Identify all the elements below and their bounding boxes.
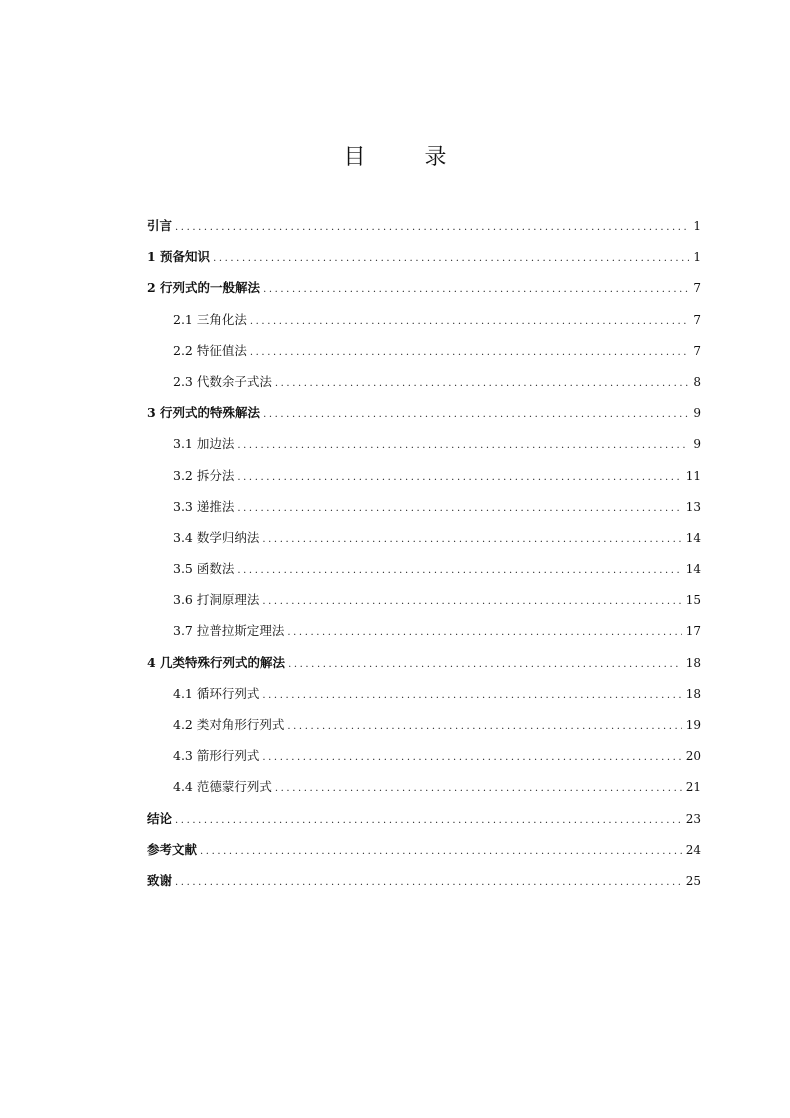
toc-entry-label: 4 几类特殊行列式的解法 [147, 654, 286, 670]
dot-leader [262, 524, 681, 555]
toc-entry[interactable] [147, 803, 701, 834]
toc-entry-label: 3.1 加边法 [173, 436, 235, 452]
toc-entry-label: 2.2 特征值法 [173, 342, 247, 358]
dot-leader [250, 337, 690, 368]
toc-entry[interactable] [147, 241, 701, 272]
toc-entry-label: 3.5 函数法 [173, 561, 235, 577]
toc-entry-label: 4.2 类对角形行列式 [173, 717, 285, 732]
toc-entry-page-number: 24 [685, 842, 701, 857]
toc-entry-page-number: 25 [685, 873, 701, 888]
dot-leader [237, 430, 689, 461]
toc-entry[interactable] [147, 366, 701, 397]
toc-entry[interactable] [147, 553, 701, 584]
toc-entry-page-number: 14 [685, 530, 701, 545]
toc-entry-page-number: 1 [693, 219, 701, 233]
toc-entry-page-number: 21 [685, 780, 701, 795]
toc-entry-label: 致谢 [147, 872, 173, 888]
toc-entry-page-number: 20 [685, 749, 701, 764]
dot-leader [175, 867, 682, 898]
toc-entry-label: 1 预备知识 [147, 249, 211, 265]
toc-entry[interactable] [147, 678, 701, 709]
toc-entry-label: 2.1 三角化法 [173, 311, 247, 327]
dot-leader [263, 399, 689, 430]
toc-entry-label: 3 行列式的特殊解法 [147, 405, 261, 421]
toc-entry-page-number: 18 [685, 686, 701, 701]
dot-leader [175, 805, 682, 836]
toc-entry-label: 2.3 代数余子式法 [173, 373, 272, 389]
toc-entry-label: 3.6 打洞原理法 [173, 592, 260, 608]
toc-entry[interactable] [147, 865, 701, 896]
toc-entry-page-number: 15 [685, 593, 701, 608]
toc-entry-page-number: 23 [685, 811, 701, 826]
toc-entry[interactable] [147, 740, 701, 771]
toc-entry[interactable] [147, 335, 701, 366]
dot-leader [287, 711, 681, 742]
toc-entry-label: 引言 [147, 218, 173, 233]
toc-entry[interactable] [147, 522, 701, 553]
toc-entry[interactable] [147, 210, 701, 241]
toc-entry-page-number: 13 [685, 499, 701, 514]
toc-entry[interactable] [147, 304, 701, 335]
toc-entry-page-number: 8 [693, 374, 701, 389]
toc-entry-page-number: 7 [693, 343, 701, 358]
toc-entry-page-number: 1 [693, 250, 701, 265]
dot-leader [263, 274, 689, 305]
toc-entry[interactable] [147, 771, 701, 802]
toc-entry-label: 4.1 循环行列式 [173, 685, 260, 701]
dot-leader [200, 836, 682, 867]
toc-entry-label: 参考文献 [147, 841, 198, 857]
dot-leader [175, 212, 689, 243]
toc-entry-page-number: 18 [685, 655, 701, 670]
toc-entry[interactable] [147, 491, 701, 522]
toc-entry[interactable] [147, 709, 701, 740]
toc-entry-label: 4.3 箭形行列式 [173, 748, 260, 764]
toc-entry-page-number: 17 [685, 624, 701, 639]
toc-entry-page-number: 7 [693, 281, 701, 296]
toc-entry[interactable] [147, 460, 701, 491]
dot-leader [275, 368, 690, 399]
toc-entry-label: 3.3 递推法 [173, 498, 235, 514]
toc-entry[interactable] [147, 428, 701, 459]
toc-entry[interactable] [147, 647, 701, 678]
dot-leader [262, 742, 681, 773]
toc-entry-label: 3.4 数学归纳法 [173, 529, 260, 545]
dot-leader [262, 586, 681, 617]
dot-leader [288, 649, 682, 680]
dot-leader [237, 462, 681, 493]
toc-entry-label: 4.4 范德蒙行列式 [173, 779, 272, 795]
toc-entry-page-number: 19 [685, 718, 701, 732]
dot-leader [237, 555, 681, 586]
dot-leader [250, 306, 690, 337]
toc-entry-label: 结论 [147, 810, 173, 826]
toc-entry-page-number: 9 [693, 406, 701, 421]
toc-entry-page-number: 11 [685, 468, 701, 483]
toc-title: 目 录 [343, 145, 473, 170]
dot-leader [237, 493, 681, 524]
dot-leader [287, 617, 681, 648]
dot-leader [213, 243, 689, 274]
toc-entry-page-number: 9 [693, 437, 701, 452]
table-of-contents [147, 210, 701, 896]
toc-entry[interactable] [147, 397, 701, 428]
toc-entry-page-number: 14 [685, 562, 701, 577]
toc-entry-label: 2 行列式的一般解法 [147, 280, 261, 296]
toc-entry-label: 3.2 拆分法 [173, 467, 235, 483]
toc-entry[interactable] [147, 834, 701, 865]
toc-entry[interactable] [147, 272, 701, 303]
toc-entry-page-number: 7 [693, 312, 701, 327]
dot-leader [275, 773, 682, 804]
toc-entry-label: 3.7 拉普拉斯定理法 [173, 623, 285, 639]
toc-entry[interactable] [147, 584, 701, 615]
dot-leader [262, 680, 681, 711]
toc-entry[interactable] [147, 615, 701, 646]
